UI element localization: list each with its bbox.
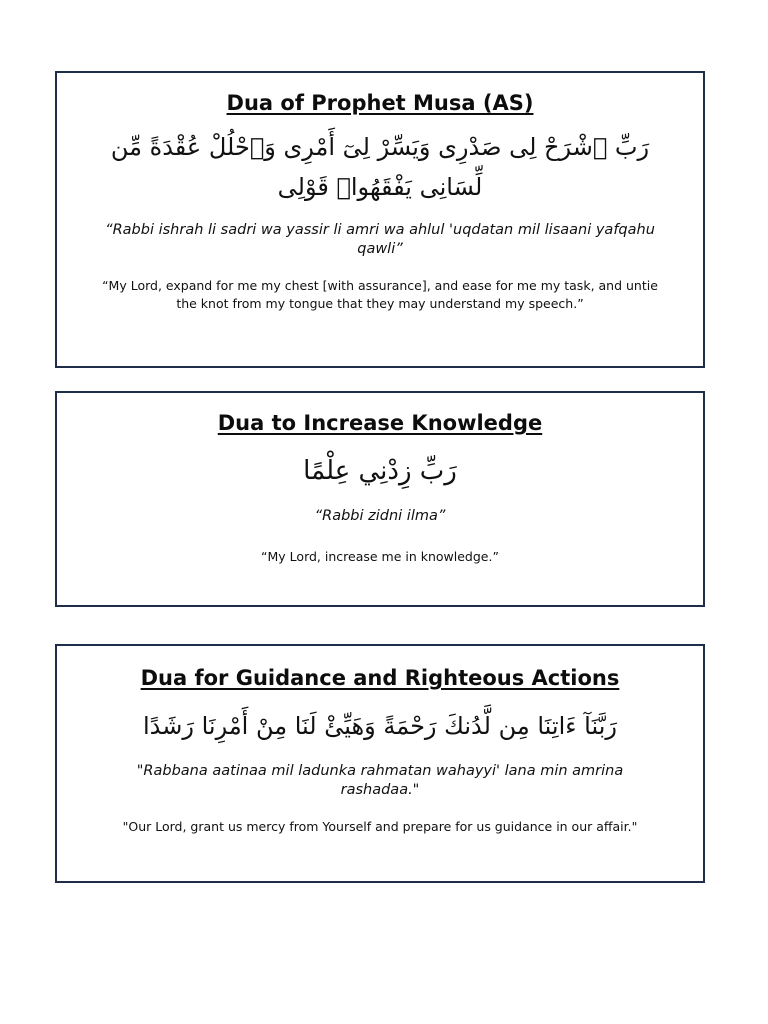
dua-translation: "Our Lord, grant us mercy from Yourself and prepare for us guidance in our affair." xyxy=(122,819,638,834)
dua-transliteration: “Rabbi ishrah li sadri wa yassir li amri wa ahlul 'uqdatan mil lisaani yafqahu qawli” xyxy=(105,222,655,257)
dua-card-musa xyxy=(55,71,705,368)
dua-title: Dua for Guidance and Righteous Actions xyxy=(140,666,620,690)
dua-transliteration: "Rabbana aatinaa mil ladunka rahmatan wahayyi' lana min amrina rashadaa." xyxy=(136,763,624,798)
dua-arabic-text: رَبِّ زِدْنِي عِلْمًا xyxy=(303,456,457,486)
dua-translation: “My Lord, expand for me my chest [with assurance], and ease for me my task, and untie the knot from my tongue that they may understand my speech.” xyxy=(102,278,658,311)
dua-title: Dua of Prophet Musa (AS) xyxy=(226,91,534,115)
dua-title: Dua to Increase Knowledge xyxy=(217,411,543,435)
dua-translation: “My Lord, increase me in knowledge.” xyxy=(261,549,499,564)
dua-arabic-text: رَبِّ ٱشْرَحْ لِى صَدْرِى وَيَسِّرْ لِىٓ أَمْرِى وَٱحْلُلْ عُقْدَةً مِّن لِّسَانِى يَفْقَهُوا۟ قَوْلِى xyxy=(110,133,650,201)
dua-transliteration: “Rabbi zidni ilma” xyxy=(314,508,446,524)
dua-card-knowledge xyxy=(55,391,705,607)
dua-card-guidance xyxy=(55,644,705,883)
dua-arabic-text: رَبَّنَآ ءَاتِنَا مِن لَّدُنكَ رَحْمَةً وَهَيِّئْ لَنَا مِنْ أَمْرِنَا رَشَدًا xyxy=(143,712,617,740)
